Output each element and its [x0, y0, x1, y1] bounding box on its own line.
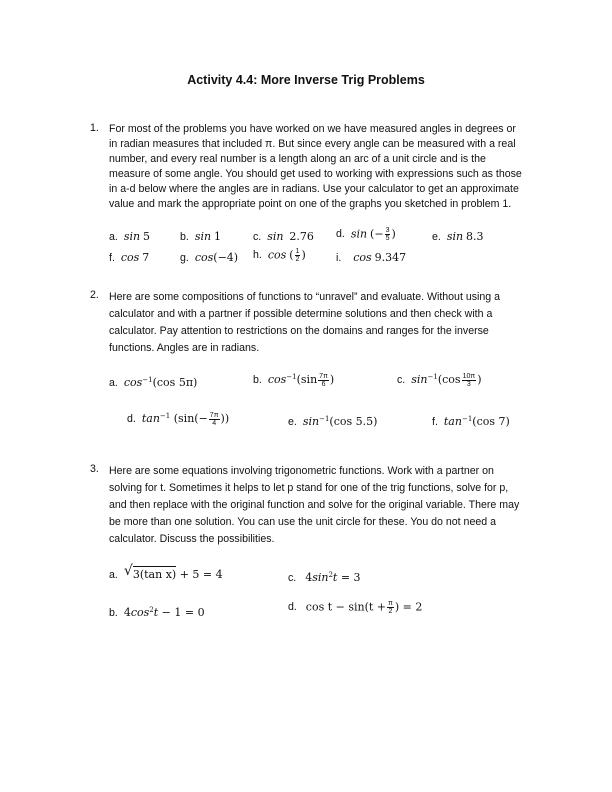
q2-line: calculator and with a partner if possible determine solutions and then check with a	[109, 308, 493, 320]
q2-item-d: d. $\tan^{-1} (\sin(-$ $\frac{7\pi}{4}$ ))	[127, 411, 230, 427]
q1-item-f: f. cos 7	[109, 251, 150, 264]
q1-item-h: h. cos ( $\frac{1}{2}$ )	[253, 248, 306, 263]
q1-item-c: c. sin 2.76	[253, 230, 314, 243]
q2-item-c: c. $\sin^{-1}(\cos$ $\frac{10\pi}{3}$ )	[397, 372, 482, 388]
question-3-text	[109, 463, 541, 548]
q3-line: solving for t. Sometimes it helps to let p stand for one of the trig functions, solve for p,	[109, 482, 509, 494]
q3-item-c: c. $4\sin^2t = 3$	[288, 571, 361, 584]
q3-line: calculator. Discuss the possibilities.	[109, 533, 275, 545]
question-1-text	[109, 122, 541, 212]
q1-item-a: a. sin 5	[109, 230, 151, 243]
question-2-text	[109, 289, 541, 357]
q2-item-b: b. $\cos^{-1}(\sin$ $\frac{7\pi}{6}$ )	[253, 372, 335, 388]
q2-line: functions. Angles are in radians.	[109, 342, 260, 354]
question-3-number: 3.	[90, 463, 99, 475]
question-2-number: 2.	[90, 289, 99, 301]
q1-line: in radian measures that included π. But since every angle can be measured with a real	[109, 138, 516, 150]
q2-item-e: e. $\sin^{-1}(\cos$ 5.5)	[288, 415, 378, 428]
q2-line: Here are some compositions of functions to “unravel” and evaluate. Without using a	[109, 291, 500, 303]
q1-item-b: b. sin 1	[180, 230, 222, 243]
page-title: Activity 4.4: More Inverse Trig Problems	[187, 73, 425, 87]
q1-item-i: i. cos 9.347	[336, 251, 407, 264]
q3-line: Here are some equations involving trigonometric functions. Work with a partner on	[109, 465, 494, 477]
q1-item-d: d. sin (− $\frac{3}{5}$ )	[336, 227, 396, 242]
q3-line: and then replace with the original function and solve for the original variable. There may	[109, 499, 520, 511]
q2-line: calculator. Pay attention to restrictions on the domains and ranges for the inverse	[109, 325, 489, 337]
q1-line: measure of some angle. You should get used to working with expressions such as those	[109, 168, 522, 180]
q3-line: be more than one solution. You can use the unit circle for these. You do not need a	[109, 516, 496, 528]
q2-item-f: f. $\tan^{-1}(\cos$ 7)	[432, 415, 510, 428]
q1-line: number, and every real number is a length along an arc of a unit circle and is the	[109, 153, 486, 165]
question-1-number: 1.	[90, 122, 99, 134]
q1-line: For most of the problems you have worked on we have measured angles in degrees or	[109, 123, 516, 135]
q3-item-b: b. $4\cos^2t - 1 = 0$	[109, 606, 205, 619]
q3-item-a: a. √ 3(tan x) + 5 = 4	[109, 563, 223, 581]
q1-item-g: g. cos(−4)	[180, 251, 239, 264]
q1-item-e: e. sin 8.3	[432, 230, 484, 243]
q1-line: value and mark the appropriate point on one of the graphs you sketched in problem 1.	[109, 198, 512, 210]
q2-item-a: a. $\cos^{-1}(\cos$ 5π)	[109, 376, 198, 389]
q3-item-d: d. cos t − sin(t + $\frac{\pi}{2}$ ) = 2	[288, 600, 423, 615]
q1-line: in a-d below where the angles are in radians. Use your calculator to get an approximate	[109, 183, 519, 195]
